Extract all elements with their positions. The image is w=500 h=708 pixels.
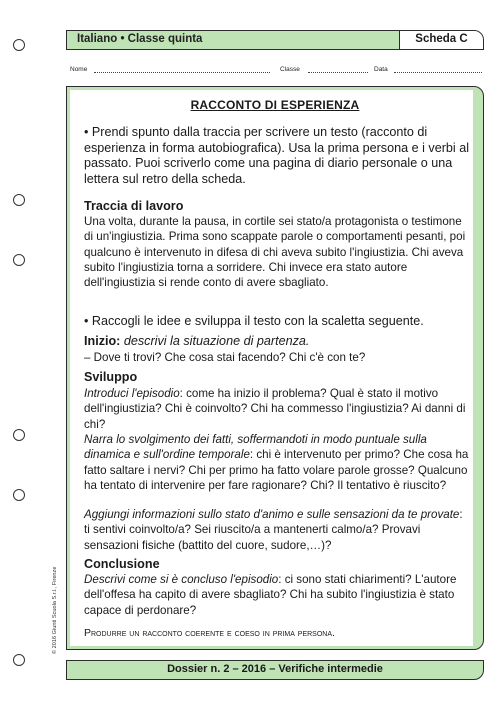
sviluppo-p3-text: : ti sentivi coinvolto/a? Sei riuscito/a a mantenerti calmo/a? Provavi sensazioni fisiche (battito del cuore, sudore,…)? bbox=[84, 508, 463, 552]
traccia-text: Una volta, durante la pausa, in cortile sei stato/a protagonista o testimone di un'ingiustizia. Prima sono scappate parole o comportamenti pesanti, poi qualcuno è intervenuto in difesa di chi aveva subito l'ingiustizia. Chi aveva subito l'ingiustizia torna a sorridere. Chi invece era stato autore dell'ingiustizia si rende conto di avere sbagliato. bbox=[84, 215, 466, 290]
date-label: Data bbox=[374, 66, 388, 73]
conclusione-heading: Conclusione bbox=[84, 557, 160, 571]
binder-hole bbox=[13, 39, 25, 51]
name-label: Nome bbox=[70, 66, 88, 73]
sviluppo-paragraph-2 bbox=[84, 432, 470, 493]
sviluppo-p1-italic: Introduci l'episodio bbox=[84, 387, 180, 400]
binder-hole bbox=[13, 429, 25, 441]
traccia-heading: Traccia di lavoro bbox=[84, 199, 184, 213]
footer-bar: Dossier n. 2 – 2016 – Verifiche intermedie bbox=[66, 660, 484, 680]
copyright-notice: © 2016 Giunti Scuola S.r.l., Firenze bbox=[52, 566, 58, 654]
conclusione-paragraph bbox=[84, 572, 470, 618]
binder-hole bbox=[13, 254, 25, 266]
conclusione-italic: Descrivi come si è concluso l'episodio bbox=[84, 573, 279, 586]
sviluppo-heading: Sviluppo bbox=[84, 370, 138, 384]
sviluppo-p1-text: : come ha inizio il problema? Qual è stato il motivo dell'ingiustizia? Chi è coinvolto? Chi ha commesso l'ingiustizia? Ai danni di chi? bbox=[84, 387, 466, 431]
intro-instruction: • Prendi spunto dalla traccia per scrivere un testo (racconto di esperienza in forma autobiografica). Usa la prima persona e i verbi al passato. Puoi scriverlo come una pagina di diario personale o una lettera sul retro della scheda. bbox=[84, 125, 470, 186]
inizio-block bbox=[84, 334, 470, 350]
raccogli-instruction: • Raccogli le idee e sviluppa il testo con la scaletta seguente. bbox=[84, 314, 424, 328]
inizio-sub: descrivi la situazione di partenza. bbox=[123, 334, 310, 348]
final-instruction: Produrre un racconto coerente e coeso in prima persona. bbox=[84, 627, 335, 639]
class-label: Classe bbox=[280, 66, 300, 73]
conclusione-text: : ci sono stati chiarimenti? L'autore dell'offesa ha capito di avere sbagliato? Chi ha subito l'ingiustizia è stato capace di perdonare? bbox=[84, 573, 457, 617]
page-title: RACCONTO DI ESPERIENZA bbox=[190, 98, 360, 112]
binder-hole bbox=[13, 654, 25, 666]
binder-hole bbox=[13, 194, 25, 206]
sviluppo-p2-text: : chi è intervenuto per primo? Che cosa ha fatto saltare i nervi? Chi per primo ha fatto volare parole grosse? Qualcuno ha tentato di intervenire per fare ragionare? Chi? Il tentativo è riuscito? bbox=[84, 448, 469, 492]
inizio-heading: Inizio: bbox=[84, 334, 121, 348]
subject-label: Italiano • Classe quinta bbox=[77, 33, 203, 45]
binder-hole bbox=[13, 489, 25, 501]
sviluppo-p3-italic: Aggiungi informazioni sullo stato d'animo e sulle sensazioni da te provate bbox=[84, 508, 460, 521]
sheet-tag: Scheda C bbox=[399, 31, 483, 49]
header-bar bbox=[66, 30, 484, 50]
sviluppo-paragraph-3 bbox=[84, 507, 470, 553]
class-field[interactable] bbox=[308, 72, 368, 73]
inizio-questions: – Dove ti trovi? Che cosa stai facendo? Chi c'è con te? bbox=[84, 351, 366, 364]
date-field[interactable] bbox=[394, 72, 482, 73]
sviluppo-p2-italic: Narra lo svolgimento dei fatti, soffermandoti in modo puntuale sulla dinamica e sull'ordine temporale bbox=[84, 433, 427, 462]
student-info-row bbox=[70, 66, 482, 78]
name-field[interactable] bbox=[94, 72, 270, 73]
sviluppo-paragraph-1 bbox=[84, 386, 470, 432]
